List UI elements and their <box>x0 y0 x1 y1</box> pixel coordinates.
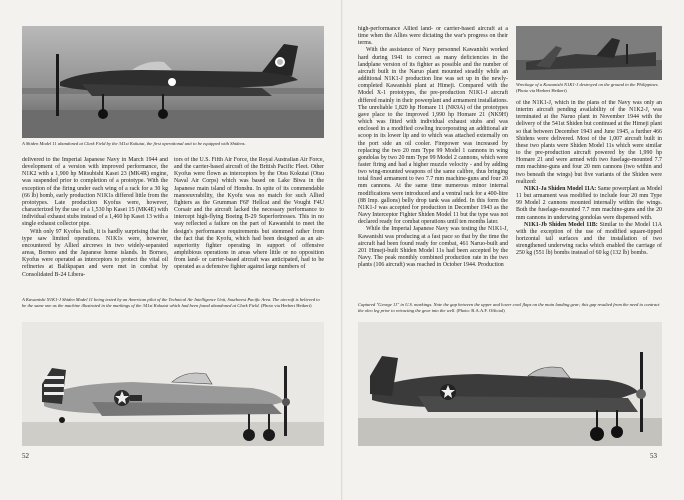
paragraph: delivered to the Imperial Japanese Navy in March 1944 and development of a version with improved performance, the N1K2 with a 1,900 hp Mitsubishi Kasei 23 (MK4R) engine, was suspended prior to completion of a prototype. With the exception of the firing under each wing of a rack for a 30 kg (66 lb) bomb, early production N1K1s differed little from the prototypes. Late production Kyofus were, however, characterized by the use of a 1,530 hp Kasei 15 (MK4E) with individual exhaust stubs instead of a 1,460 hp Kasei 13 with a single exhaust collector pipe. <box>22 157 168 228</box>
right-page-number: 53 <box>650 452 657 460</box>
photo2-caption <box>22 297 324 308</box>
photo3-caption <box>516 82 662 93</box>
photo-shiden-abandoned <box>22 26 324 138</box>
left-page-column-2 <box>174 157 324 291</box>
paragraph: With only 97 Kyofus built, it is hardly surprising that the type saw limited operations. N1K1s were, however, encountered by Allied aircrews in two widely-separated areas, Borneo and the Japanese home islands. In Borneo, Kyofus were operated as interceptors to protect the vital oil refineries at Balikpapan and were met in combat by Consolidated B-24 Libera- <box>22 228 168 278</box>
variant-b <box>516 222 662 258</box>
photo4-caption <box>358 302 662 313</box>
variant-a-text: Same powerplant as Model 11 but armament was modified to include four 20 mm Type 99 Model 2 cannons mounted internally within the wings. Both the fuselage-mounted 7.7 mm machine-guns and the 20 mm cannons in underwing gondolas were dispensed with. <box>516 185 662 221</box>
aircraft-photo-2 <box>22 322 324 446</box>
variant-a-title: N1K1-Ja Shiden Model 11A: <box>524 185 597 192</box>
left-page-number: 52 <box>22 452 29 460</box>
wreckage-photo <box>516 26 662 80</box>
variant-b-title: N1K1-Jb Shiden Model 11B: <box>524 221 598 228</box>
aircraft-photo-4 <box>358 322 662 446</box>
photo-captured-george <box>358 322 662 446</box>
photo-shiden-tested <box>22 322 324 446</box>
variant-a <box>516 186 662 222</box>
photo2-caption-text: A Kawanishi N1K1-J Shiden Model 11 being tested by an American pilot of the Technical Air Intelligence Unit, Southwest Pacific Area. The aircraft is believed to be the same one as the machine illustrated in the markings of the 341st Kokutai which had been found abandoned at Clark Field. <box>22 297 320 308</box>
variant-b-text: Similar to the Model 11A with the exception of the use of modified square-tipped horizontal tail surfaces and the installation of two strengthened underwing racks which enabled the carriage of 250 kg (551 lb) bombs instead of 60 kg (132 lb) bombs. <box>516 221 662 257</box>
photo1-caption: A Shiden Model 11 abandoned at Clark Field by the 341st Kokutai, the first operational unit to be equipped with Shidens. <box>22 141 246 146</box>
paragraph: While the Imperial Japanese Navy was testing the N1K1-J, Kawanishi was producing at a fast pace so that by the time the aircraft had been found ready for combat, 461 Naruo-built and 201 Himeji-built Shiden Model 11s had been accepted by the Navy. The peak monthly combined production rate in the two plants (106 aircraft) was reached in October 1944. Production <box>358 226 508 269</box>
photo2-credit: (Photo via Herbert Heikert) <box>260 302 312 308</box>
paragraph: tors of the U.S. Fifth Air Force, the Royal Australian Air Force, and the carrier-based aircraft of the British Pacific Fleet. Other Kyofus were flown as interceptors by the Otsu Kokutai (Otsu Naval Air Corps) which was based on Lake Biwa in the Japanese main island of Honshu. In spite of its commendable manoeuvrability, the Kyofu was no match for such Allied fighters as the Grumman F6F Hellcat and the Vought F4U Corsair and the aircraft lacked the necessary performance to intercept high-flying Boeing B-29 Superfortresses. This in no way reflected a failure on the part of Kawanishi to meet the design's performance requirements but stemmed rather from the fact that the Kyofu, which had been designed as an air-superiority fighter operating in support of offensive amphibious operations in areas where little or no opposition from land- or carrier-based aircraft was anticipated, had to be operated as a defensive fighter against large numbers of <box>174 157 324 271</box>
photo3-credit: (Photo via Herbert Heikert) <box>516 87 567 93</box>
photo3-caption-text: Wreckage of a Kawanishi N1K1-J destroyed on the ground in the Philippines. <box>516 82 659 87</box>
photo4-credit: (Photo: R.A.A.F. Official) <box>456 307 505 313</box>
paragraph: high-performance Allied land- or carrier-based aircraft at a time when the Allies were dictating the war's progress on their terms. <box>358 26 508 47</box>
right-page-column-1 <box>358 26 508 274</box>
paragraph: With the assistance of Navy personnel Kawanishi worked hard during 1941 to correct as many deficiencies in the landplane version of its fighter as possible and the number of aircraft built in the Naruo plant mounted steadily while an additional N1K1-J production line was set up in the newly-completed Kawanishi plant at Himeji. Compared with the Model X-1 prototypes, the pre-production N1K1-J aircraft differed mainly in their powerplant and armament installations. The unreliable 1,820 hp Homare 11 (NK9A) of the prototypes gave place to the improved 1,990 hp Homare 21 (NK9H) which was fitted with individual exhaust stubs and was enclosed in a modified cowling incorporating an additional air scoop in its lower lip and to which was attached externally on the port side an oil cooler. Firepower was increased by replacing the two 20 mm Type 99 Model 1 cannons in wing gondolas by two 20 mm Type 99 Model 2 cannons, which were faster firing and had a higher muzzle velocity - and by adding two wing-mounted weapons of the same calibre, thus bringing total fixed armament to two 7.7 mm machine-guns and four 20 mm cannons. At the same time numerous minor internal modifications were introduced and a ventral rack for a 400-litre (88 Imp. gallons) belly drop tank was added. In this form the N1K1-J was accepted for production in December 1943 as the Navy Interceptor Fighter Shiden Model 11 but the type was not declared ready for combat operations until ten months later. <box>358 47 508 226</box>
left-page-column-1 <box>22 157 168 291</box>
photo-wreckage <box>516 26 662 80</box>
aircraft-photo-1 <box>22 26 324 138</box>
photo4-caption-text: Captured "George 11" in U.S. markings. Note the gap between the upper and lower cowl flaps on the main landing gear; this gap resulted from the need to contract the oleo leg prior to retracting the gear into the well. <box>358 302 660 313</box>
paragraph: of the N1K1-J, which in the plans of the Navy was only an interim aircraft pending availability of the N1K2-J, was terminated at the Naruo plant in November 1944 with the delivery of the 541st Shiden but continued at the Himeji plant so that between December 1943 and June 1945, a further 466 Shidens were delivered. Most of the 1,007 aircraft built in these two plants were Shiden Model 11s which were similar to the pre-production aircraft powered by the 1,990 hp Homare 21 and were armed with two fuselage-mounted 7.7 mm machine-guns and four 20 mm cannons (two within and two beneath the wings) but five variants of the Shiden were realized: <box>516 100 662 185</box>
page-gutter <box>341 0 343 500</box>
right-page-column-2 <box>516 100 662 300</box>
